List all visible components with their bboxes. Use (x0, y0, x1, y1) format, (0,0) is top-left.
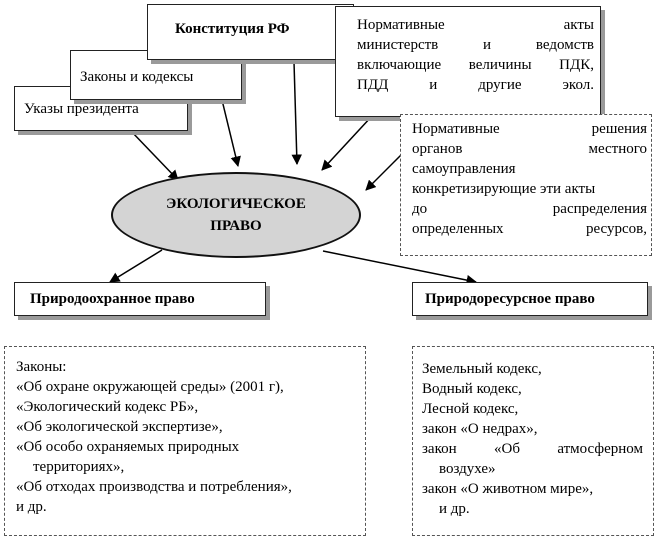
constitution-label: Конституция РФ (175, 21, 290, 37)
center-title-line1: ЭКОЛОГИЧЕСКОЕ (166, 196, 306, 212)
list-item: «Об отходах производства и потребления», (16, 479, 292, 495)
branch-resource-label: Природоресурсное право (425, 291, 595, 307)
list-item: и др. (439, 501, 470, 517)
list-item: закон «О недрах», (422, 421, 538, 437)
local-acts-line: самоуправления (412, 161, 516, 177)
ministry-acts-line: Нормативные акты (357, 17, 594, 33)
decrees-label: Указы президента (24, 101, 139, 117)
list-item: «Об охране окружающей среды» (2001 г), (16, 379, 284, 395)
arrow-laws-to-center (222, 100, 238, 166)
arrow-decrees-to-center (130, 130, 178, 180)
list-item: «Об особо охраняемых природных (16, 439, 240, 455)
local-acts-line: конкретизирующие эти акты (412, 181, 596, 197)
list-item: Земельный кодекс, (422, 361, 542, 377)
arrow-ministry-to-center (322, 116, 372, 170)
local-acts-line: Нормативные решения (412, 121, 647, 137)
resource-laws-list (412, 346, 654, 536)
list-item: закон «О животном мире», (422, 481, 594, 497)
ministry-acts-box (335, 6, 601, 117)
laws-label: Законы и кодексы (80, 69, 194, 85)
ministry-acts-line: включающие величины ПДК, (357, 57, 594, 73)
center-title-line2: ПРАВО (210, 218, 262, 234)
list-item: «Об экологической экспертизе», (16, 419, 223, 435)
branch-resource-box (412, 282, 648, 316)
local-acts-line: определенных ресурсов, (412, 221, 647, 237)
constitution-box (147, 4, 354, 60)
ministry-acts-line: министерств и ведомств (357, 37, 594, 53)
local-acts-line: до распределения (412, 201, 647, 217)
ecological-law-ellipse (111, 172, 361, 258)
list-item: и др. (16, 499, 47, 515)
list-item: «Экологический кодекс РБ», (16, 399, 199, 415)
branch-protection-label: Природоохранное право (30, 291, 195, 307)
ministry-acts-line: ПДД и другие экол. (357, 77, 594, 93)
list-item: закон «Об атмосферном (422, 441, 643, 457)
arrow-center-to-left (110, 250, 162, 282)
arrow-constitution-to-center (294, 62, 297, 164)
branch-protection-box (14, 282, 266, 316)
list-item: Лесной кодекс, (422, 401, 519, 417)
list-item: территориях», (33, 459, 125, 475)
local-acts-line: органов местного (412, 141, 647, 157)
list-item: Водный кодекс, (422, 381, 522, 397)
list-item: воздухе» (439, 461, 496, 477)
protection-laws-list (4, 346, 366, 536)
list-heading: Законы: (16, 359, 67, 375)
local-acts-box (400, 114, 652, 256)
